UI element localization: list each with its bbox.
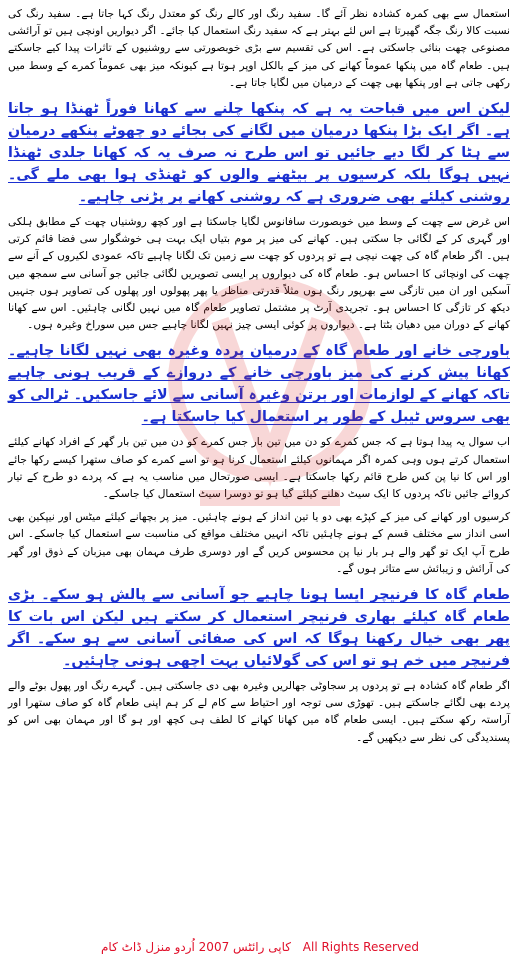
paragraph-curtains: اب سوال یہ پیدا ہوتا ہے کہ جس کمرے کو دن میں تین بار جس کمرے کو دن میں تین بار گھر کے افراد کھانے کیلئے استعمال کرتے ہوں وہی کمرہ اگر مہمانوں کیلئے استعمال کرنا ہو تو اسے کمرے کو صاف ستھرا کیسے رکھا جائے اور اس کا نیا پن کس طرح قائم رکھا جاسکتا ہے۔ ایسی صورتحال میں مناسب یہ ہے کہ پردے دو طرح کے تیار کروائے جائیں تاکہ پردوں کا ایک سیٹ دھلنے کیلئے گیا ہو تو دوسرا سیٹ استعمال کیا جاسکے۔ [8, 436, 511, 501]
highlight-serving-table: باورچی خانے اور طعام گاہ کے درمیان پردہ وغیرہ بھی نہیں لگانا چاہیے۔ کھانا پیش کرنے کی میز باورچی خانے کے دروازے کے قریب ہونی چاہیے تاکہ کھانے کے لوازمات اور برتن وغیرہ آسانی سے لائے جاسکیں۔ ٹرالی کو بھی سروس ٹیبل کے طور پر استعمال کیا جاسکتا ہے۔ [8, 343, 510, 426]
paragraph-ceiling-fan: استعمال سے بھی کمرہ کشادہ نظر آئے گا۔ سفید رنگ اور کالے رنگ کو معتدل رنگ کہا جاتا ہے۔ سفید رنگ کی نسبت کالا رنگ جگہ گھیرتا ہے اس لئے بہتر ہے کہ سفید رنگ استعمال کیا جائے۔ اگر دیواریں اونچی ہیں تو آرائشی مصنوعی چھت بنائی جاسکتی ہے۔ اس کی تقسیم سے بڑی خوبصورتی سے روشنیوں کے تاثرات پیدا کیے جاسکتے ہیں۔ طعام گاہ میں پنکھا عموماً کھانے کی میز کے بالکل اوپر ہوتا ہے کیونکہ میز بھی عموماً کمرے کے وسط میں رکھی جاتی ہے اور پنکھا بھی چھت کے درمیان میں لگایا جاتا ہے۔ [8, 8, 510, 89]
highlight-furniture: طعام گاہ کا فرنیچر ایسا ہونا چاہیے جو آسانی سے پالش ہو سکے۔ بڑی طعام گاہ کیلئے بھاری فرنیچر استعمال کر سکتے ہیں لیکن اس بات کا پھر بھی خیال رکھنا ہوگا کہ اس کی صفائی آسانی سے ہو سکے۔ اگر فرنیچر میں خم ہو تو اس کی گولائیاں بہت اچھی ہونی چاہئیں۔ [8, 587, 510, 670]
copyright-footer [0, 940, 520, 954]
all-rights-reserved: All Rights Reserved [302, 940, 419, 954]
paragraph-table-linen: کرسیوں اور کھانے کی میز کے کپڑے بھی دو یا تین انداز کے ہونے چاہئیں۔ میز پر بچھانے کیلئے میٹس اور نیپکین بھی اسی انداز سے مختلف قسم کے ہونے چاہئیں تاکہ انہیں مختلف مواقع کی مناسبت سے استعمال کیا جاسکے۔ اس طرح آپ ایک تو گھر والے ہر بار نیا پن محسوس کریں گے اور دوسری طرف مہمان بھی میزبان کے ذوق اور گھر کی آرائش و زیبائش سے متاثر ہوں گے۔ [8, 511, 510, 575]
article-body [8, 6, 510, 753]
paragraph-lighting-pictures: اس غرض سے چھت کے وسط میں خوبصورت سافانوس لگایا جاسکتا ہے اور کچھ روشنیاں چھت کے مطابق ہلکی اور گہری کر کے لگائی جا سکتی ہیں۔ کھانے کی میز پر موم بتیاں ایک بہت ہی خوشگوار سی فضا قائم کرتی ہیں۔ اگر طعام گاہ کی چھت نیچی ہے تو پردوں کو چھت سے زمین تک لگانا چاہیے تاکہ عمودی لکیروں کے آنے سے چھت کی اونچائی کا احساس ہو۔ طعام گاہ کی دیواروں پر ایسی تصویریں لگائی جائیں جو آسانی سے سمجھ میں آسکیں اور ان میں تازگی سے بھرپور رنگ ہوں مثلاً قدرتی مناظر یا پھر پھولوں اور پھلوں کی تصاویر ہوں جنہیں دیکھ کر تازگی کا احساس ہو۔ تجریدی آرٹ پر مشتمل تصاویر طعام گاہ میں نہیں لگانی چاہئیں۔ اس سے کھانا کھانے کے دوران میں دھیان بٹتا ہے۔ دیواروں پر کوئی ایسی چیز نہیں لگانا چاہیے جس میں سوراخ وغیرہ ہوں۔ [8, 216, 510, 332]
copyright-urdu: کاپی رائٹس 2007 اُردو منزل ڈاٹ کام [100, 940, 291, 954]
paragraph-conclusion: اگر طعام گاہ کشادہ ہے تو پردوں پر سجاوٹی جھالریں وغیرہ بھی دی جاسکتی ہیں۔ گہرے رنگ اور پھول بوٹے والے پردے بھی لگائے جاسکتے ہیں۔ تھوڑی سی توجہ اور احتیاط سے کام لے کر ہم اپنی طعام گاہ کو صاف ستھرا اور آراستہ رکھ سکتے ہیں۔ ایسی طعام گاہ میں کھانا کھانے کا لطف ہی کچھ اور ہو گا اور مہمان بھی اس کو پسندیدگی کی نظر سے دیکھیں گے۔ [8, 680, 510, 744]
highlight-fan-placement: لیکن اس میں قباحت یہ ہے کہ پنکھا چلنے سے کھانا فوراً ٹھنڈا ہو جاتا ہے۔ اگر ایک بڑا پنکھا درمیان میں لگانے کی بجائے دو چھوٹے پنکھے درمیان سے ہٹا کر لگا دیے جائیں تو اس طرح نہ صرف یہ کہ کھانا جلدی ٹھنڈا نہیں ہوگا بلکہ کرسیوں پر بیٹھنے والوں کو ٹھنڈی ہوا بھی ملے گی۔ روشنی کیلئے بھی ضروری ہے کہ روشنی کھانے پر پڑنی چاہیے۔ [8, 101, 510, 206]
